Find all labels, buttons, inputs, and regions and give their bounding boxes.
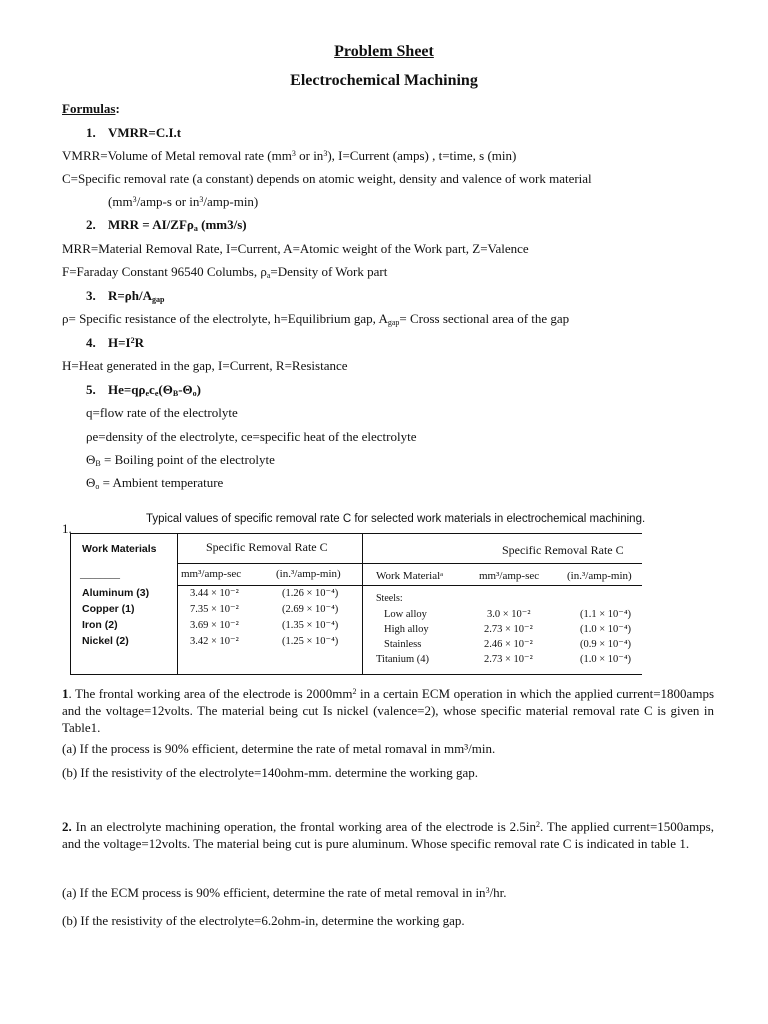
f1-units-part-a: (mm [108, 194, 133, 209]
right-row-3-v1: 2.46 × 10⁻² [484, 639, 533, 650]
formula-5-ambient [86, 474, 223, 491]
f5-sub-3: B [172, 389, 179, 398]
right-row-3-material: Stainless [384, 639, 422, 650]
right-row-4-material: Titanium (4) [376, 654, 429, 665]
f1-def-part-c: ), I=Current (amps) , t=time, s (min) [327, 148, 517, 163]
table-top-rule [70, 533, 642, 534]
left-col1-header: mm³/amp-sec [181, 568, 242, 580]
formula-5-boiling [86, 451, 275, 468]
formula-5-rho: ρe=density of the electrolyte, ce=specific heat of the electrolyte [86, 429, 417, 444]
problem-2-sup: 2 [536, 820, 541, 829]
formula-1 [86, 124, 181, 141]
left-row-3-v1: 3.69 × 10⁻² [190, 620, 239, 631]
right-header-work-material: Work Materialᵃ [376, 570, 444, 582]
f5-part-e: ) [196, 382, 201, 397]
page-title: Problem Sheet [334, 43, 434, 60]
f1-def-sup-2: 3 [323, 149, 328, 158]
left-header-work-materials: Work Materials [82, 543, 157, 555]
formula-4 [86, 334, 144, 351]
formula-2-number: 2. [86, 217, 96, 232]
formulas-colon: : [115, 101, 120, 116]
left-row-3-v2: (1.35 × 10⁻⁴) [282, 620, 339, 631]
formula-1-text: VMRR=C.I.t [108, 125, 182, 140]
right-col2-header: (in.³/amp-min) [567, 570, 632, 582]
left-col2-header: (in.³/amp-min) [276, 568, 341, 580]
left-row-1-v1: 3.44 × 10⁻² [190, 588, 239, 599]
table-left-divider [177, 533, 178, 675]
formula-1-definition [62, 147, 516, 164]
table-right-bottom-rule [362, 674, 642, 675]
formula-1-units [108, 193, 258, 210]
f5-part-c: (Θ [158, 382, 173, 397]
right-row-3-v2: (0.9 × 10⁻⁴) [580, 639, 631, 650]
formulas-heading [62, 100, 120, 117]
f5-boiling-theta: Θ [86, 452, 96, 467]
f5-part-a: He=qρ [108, 382, 146, 397]
problem-1-part-b: (b) If the resistivity of the electrolyte=140ohm-mm. determine the working gap. [62, 765, 478, 780]
f5-ambient-theta: Θ [86, 475, 96, 490]
f5-boiling-text: = Boiling point of the electrolyte [100, 452, 275, 467]
left-row-4-v1: 3.42 × 10⁻² [190, 636, 239, 647]
formula-2-text-b: (mm3/s) [197, 217, 247, 232]
formula-3-definition [62, 310, 569, 327]
left-row-1-material: Aluminum (3) [82, 587, 150, 599]
formula-2-definition-2 [62, 263, 387, 280]
problem-1-text-b: in a certain ECM operation in which the applied current=1800amps and the voltage=12volts. The material being cut Is nickel (valence=2), whose specific material removal rate C is given in Table1. [62, 686, 714, 735]
problem-2-part-b: (b) If the resistivity of the electrolyte=6.2ohm-in, determine the working gap. [62, 913, 465, 928]
right-row-2-v2: (1.0 × 10⁻⁴) [580, 624, 631, 635]
problem-2-part-a-unit: /hr. [489, 885, 507, 900]
f5-sub-2: e [154, 389, 159, 398]
f2-def2-part-b: =Density of Work part [270, 264, 388, 279]
removal-rate-table [70, 533, 642, 675]
right-steels-label: Steels: [376, 593, 403, 604]
problem-2-part-a-text: (a) If the ECM process is 90% efficient, determine the rate of metal removal in in [62, 885, 486, 900]
right-row-2-material: High alloy [384, 624, 429, 635]
left-group-header: Specific Removal Rate C [206, 540, 328, 554]
f3-def-sub: gap [387, 318, 400, 327]
problem-2-number: 2. [62, 819, 72, 834]
problem-1-statement [62, 685, 714, 736]
formula-5-number: 5. [86, 382, 96, 397]
left-row-2-v1: 7.35 × 10⁻² [190, 604, 239, 615]
formula-2-sub: a [193, 224, 198, 233]
f5-ambient-text: = Ambient temperature [99, 475, 224, 490]
f2-def2-part-a: F=Faraday Constant 96540 Columbs, ρ [62, 264, 267, 279]
f5-part-d: -Θ [178, 382, 193, 397]
problem-1-part-a: (a) If the process is 90% efficient, determine the rate of metal romaval in mm³/min. [62, 741, 496, 756]
formula-4-text-a: H=I [108, 335, 131, 350]
f5-ambient-sub: o [95, 482, 100, 491]
formula-4-definition: H=Heat generated in the gap, I=Current, R=Resistance [62, 358, 348, 373]
right-group-header: Specific Removal Rate C [502, 543, 624, 557]
problem-2-text-b: . The applied current=1500amps, and the voltage=12volts. The material being cut is pure aluminum. Whose specific removal rate C is indicated in table 1. [62, 819, 714, 851]
formula-1-number: 1. [86, 125, 96, 140]
f1-units-sup-1: 3 [132, 195, 137, 204]
f5-part-b: c [149, 382, 155, 397]
left-row-4-material: Nickel (2) [82, 635, 129, 647]
table-left-bottom-rule [70, 674, 362, 675]
right-col1-header: mm³/amp-sec [479, 570, 540, 582]
table-mid-divider [362, 533, 363, 675]
formula-5-q: q=flow rate of the electrolyte [86, 405, 238, 420]
right-row-2-v1: 2.73 × 10⁻² [484, 624, 533, 635]
table-label: 1. [62, 521, 72, 536]
formula-2 [86, 216, 247, 233]
right-row-4-v1: 2.73 × 10⁻² [484, 654, 533, 665]
f5-sub-1: e [145, 389, 150, 398]
left-row-1-v2: (1.26 × 10⁻⁴) [282, 588, 339, 599]
f5-boiling-sub: B [95, 459, 101, 468]
formula-4-sup: 2 [130, 336, 135, 345]
right-row-4-v2: (1.0 × 10⁻⁴) [580, 654, 631, 665]
f1-def-sup-1: 3 [291, 149, 296, 158]
problem-1-text-a: . The frontal working area of the electrode is 2000mm [68, 686, 353, 701]
formula-3-sub: gap [151, 295, 165, 304]
left-header-dash: ________ [80, 569, 120, 580]
right-row-1-v1: 3.0 × 10⁻² [487, 609, 531, 620]
problem-2-part-a [62, 884, 507, 901]
problem-2-statement [62, 818, 714, 852]
table-caption: Typical values of specific removal rate C for selected work materials in electrochemical machining. [146, 513, 646, 525]
problem-2-text-a: In an electrolyte machining operation, the frontal working area of the electrode is 2.5in [71, 819, 537, 834]
formula-4-text-b: R [134, 335, 144, 350]
formula-3-text: R=ρh/A [108, 288, 152, 303]
f1-units-sup-2: 3 [199, 195, 204, 204]
right-row-1-material: Low alloy [384, 609, 427, 620]
f5-sub-4: o [192, 389, 197, 398]
right-row-1-v2: (1.1 × 10⁻⁴) [580, 609, 631, 620]
f2-def2-sub: a [266, 271, 271, 280]
left-row-2-material: Copper (1) [82, 603, 135, 615]
formula-1-c-definition: C=Specific removal rate (a constant) depends on atomic weight, density and valence of work material [62, 171, 592, 186]
f1-units-part-c: /amp-min) [203, 194, 259, 209]
f1-units-part-b: /amp-s or in [136, 194, 200, 209]
formula-5 [86, 381, 201, 398]
left-row-2-v2: (2.69 × 10⁻⁴) [282, 604, 339, 615]
f3-def-part-a: ρ= Specific resistance of the electrolyte, h=Equilibrium gap, A [62, 311, 388, 326]
problem-1-sup: 2 [352, 687, 357, 696]
f1-def-part-a: VMRR=Volume of Metal removal rate (mm [62, 148, 292, 163]
left-row-4-v2: (1.25 × 10⁻⁴) [282, 636, 339, 647]
left-header-rule [178, 563, 362, 564]
f3-def-part-b: = Cross sectional area of the gap [399, 311, 570, 326]
formula-2-definition: MRR=Material Removal Rate, I=Current, A=Atomic weight of the Work part, Z=Valence [62, 241, 529, 256]
formula-2-text-a: MRR = AI/ZFρ [108, 217, 194, 232]
right-header-rule [362, 563, 642, 564]
right-subheader-rule [362, 585, 642, 586]
table-left-border [70, 533, 71, 675]
f1-def-part-b: or in [295, 148, 324, 163]
problem-2-part-a-sup: 3 [485, 886, 490, 895]
problem-1-number: 1 [62, 686, 69, 701]
formula-4-number: 4. [86, 335, 96, 350]
formulas-label: Formulas [62, 101, 116, 116]
formula-3 [86, 287, 164, 304]
left-row-3-material: Iron (2) [82, 619, 118, 631]
formula-3-number: 3. [86, 288, 96, 303]
page-subtitle: Electrochemical Machining [290, 72, 478, 89]
